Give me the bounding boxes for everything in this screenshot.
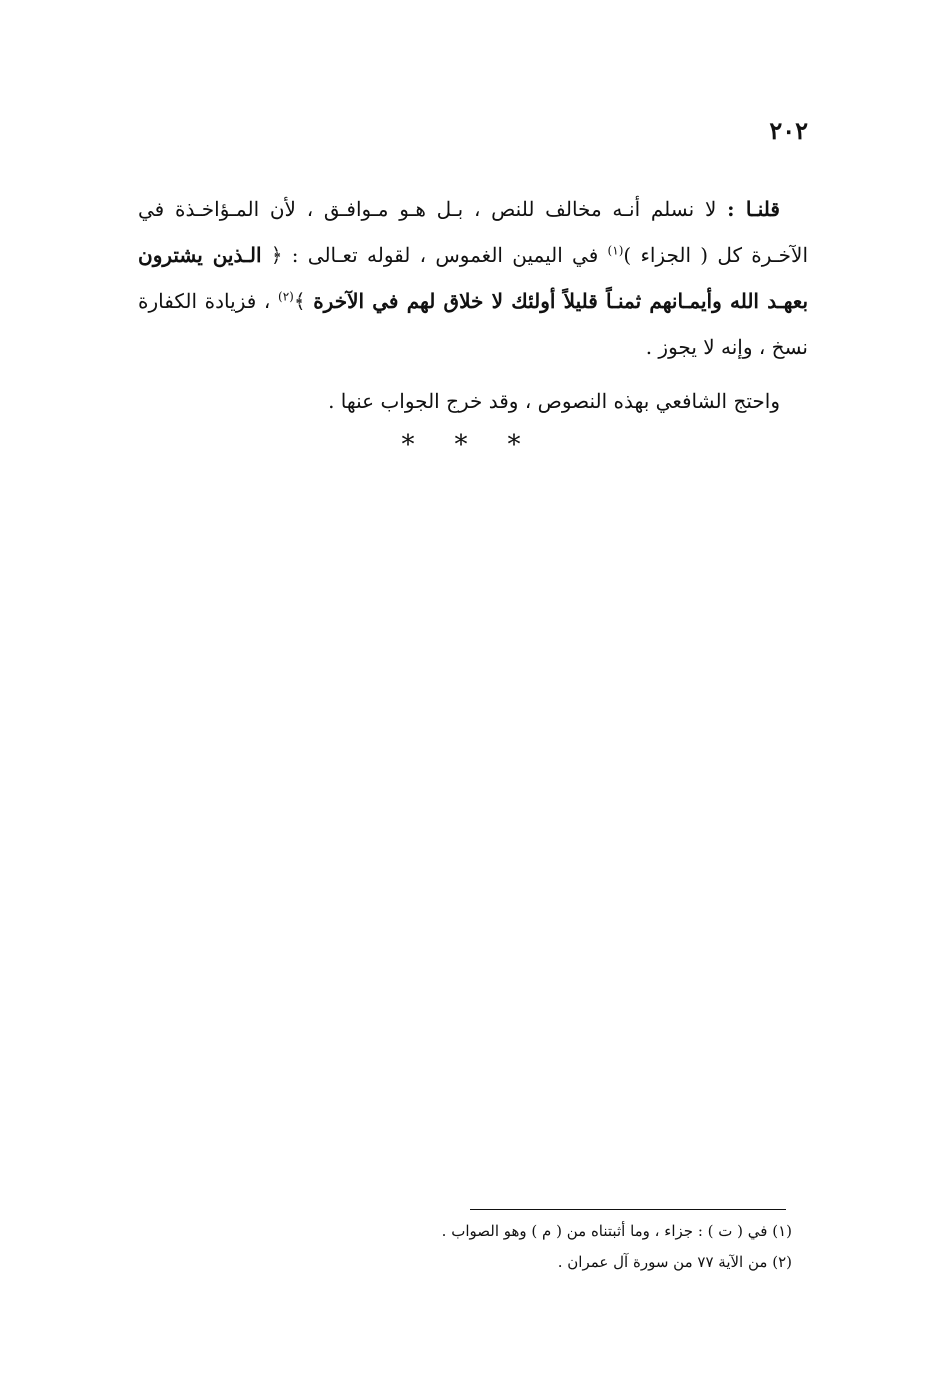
page-number: ٢٠٢ <box>769 116 808 145</box>
footnote-marker-2: (٢) <box>278 289 294 304</box>
separator-star: * <box>454 430 496 460</box>
section-separator <box>0 430 950 460</box>
paragraph-2: واحتج الشافعي بهذه النصوص ، وقد خرج الجواب عنها . <box>328 389 780 413</box>
paragraph-1-text-d: ، فزيادة الكفارة نسخ ، وإنه لا يجوز . <box>138 289 808 359</box>
footnote-divider <box>470 1209 786 1210</box>
footnote-marker-1: (١) <box>607 243 624 258</box>
main-text <box>138 186 808 424</box>
quran-quote: الـذين يشترون بعهـد الله وأيمـانهم ثمنـاً قليلاً أولئك لا خلاق لهم في الآخرة <box>138 243 809 313</box>
separator-star: * <box>507 430 549 460</box>
paragraph-1-text-c: ﴾ <box>293 289 314 313</box>
paragraph-1 <box>138 186 808 370</box>
separator-star: * <box>401 430 443 460</box>
footnotes <box>292 1216 792 1278</box>
paragraph-1-text-b: في اليمين الغموس ، لقوله تعـالى : ﴿ <box>261 243 608 267</box>
footnote-2: (٢) من الآية ٧٧ من سورة آل عمران . <box>557 1253 792 1271</box>
footnote-1: (١) في ( ت ) : جزاء ، وما أثبتناه من ( م ) وهو الصواب . <box>441 1222 792 1240</box>
paragraph-1-text-a: لا نسلم أنـه مخالف للنص ، بـل هـو مـوافـق ، لأن المـؤاخـذة في الآخـرة كل ( الجزاء ) <box>138 197 809 267</box>
paragraph-1-lead: قلنـا : <box>727 197 780 221</box>
